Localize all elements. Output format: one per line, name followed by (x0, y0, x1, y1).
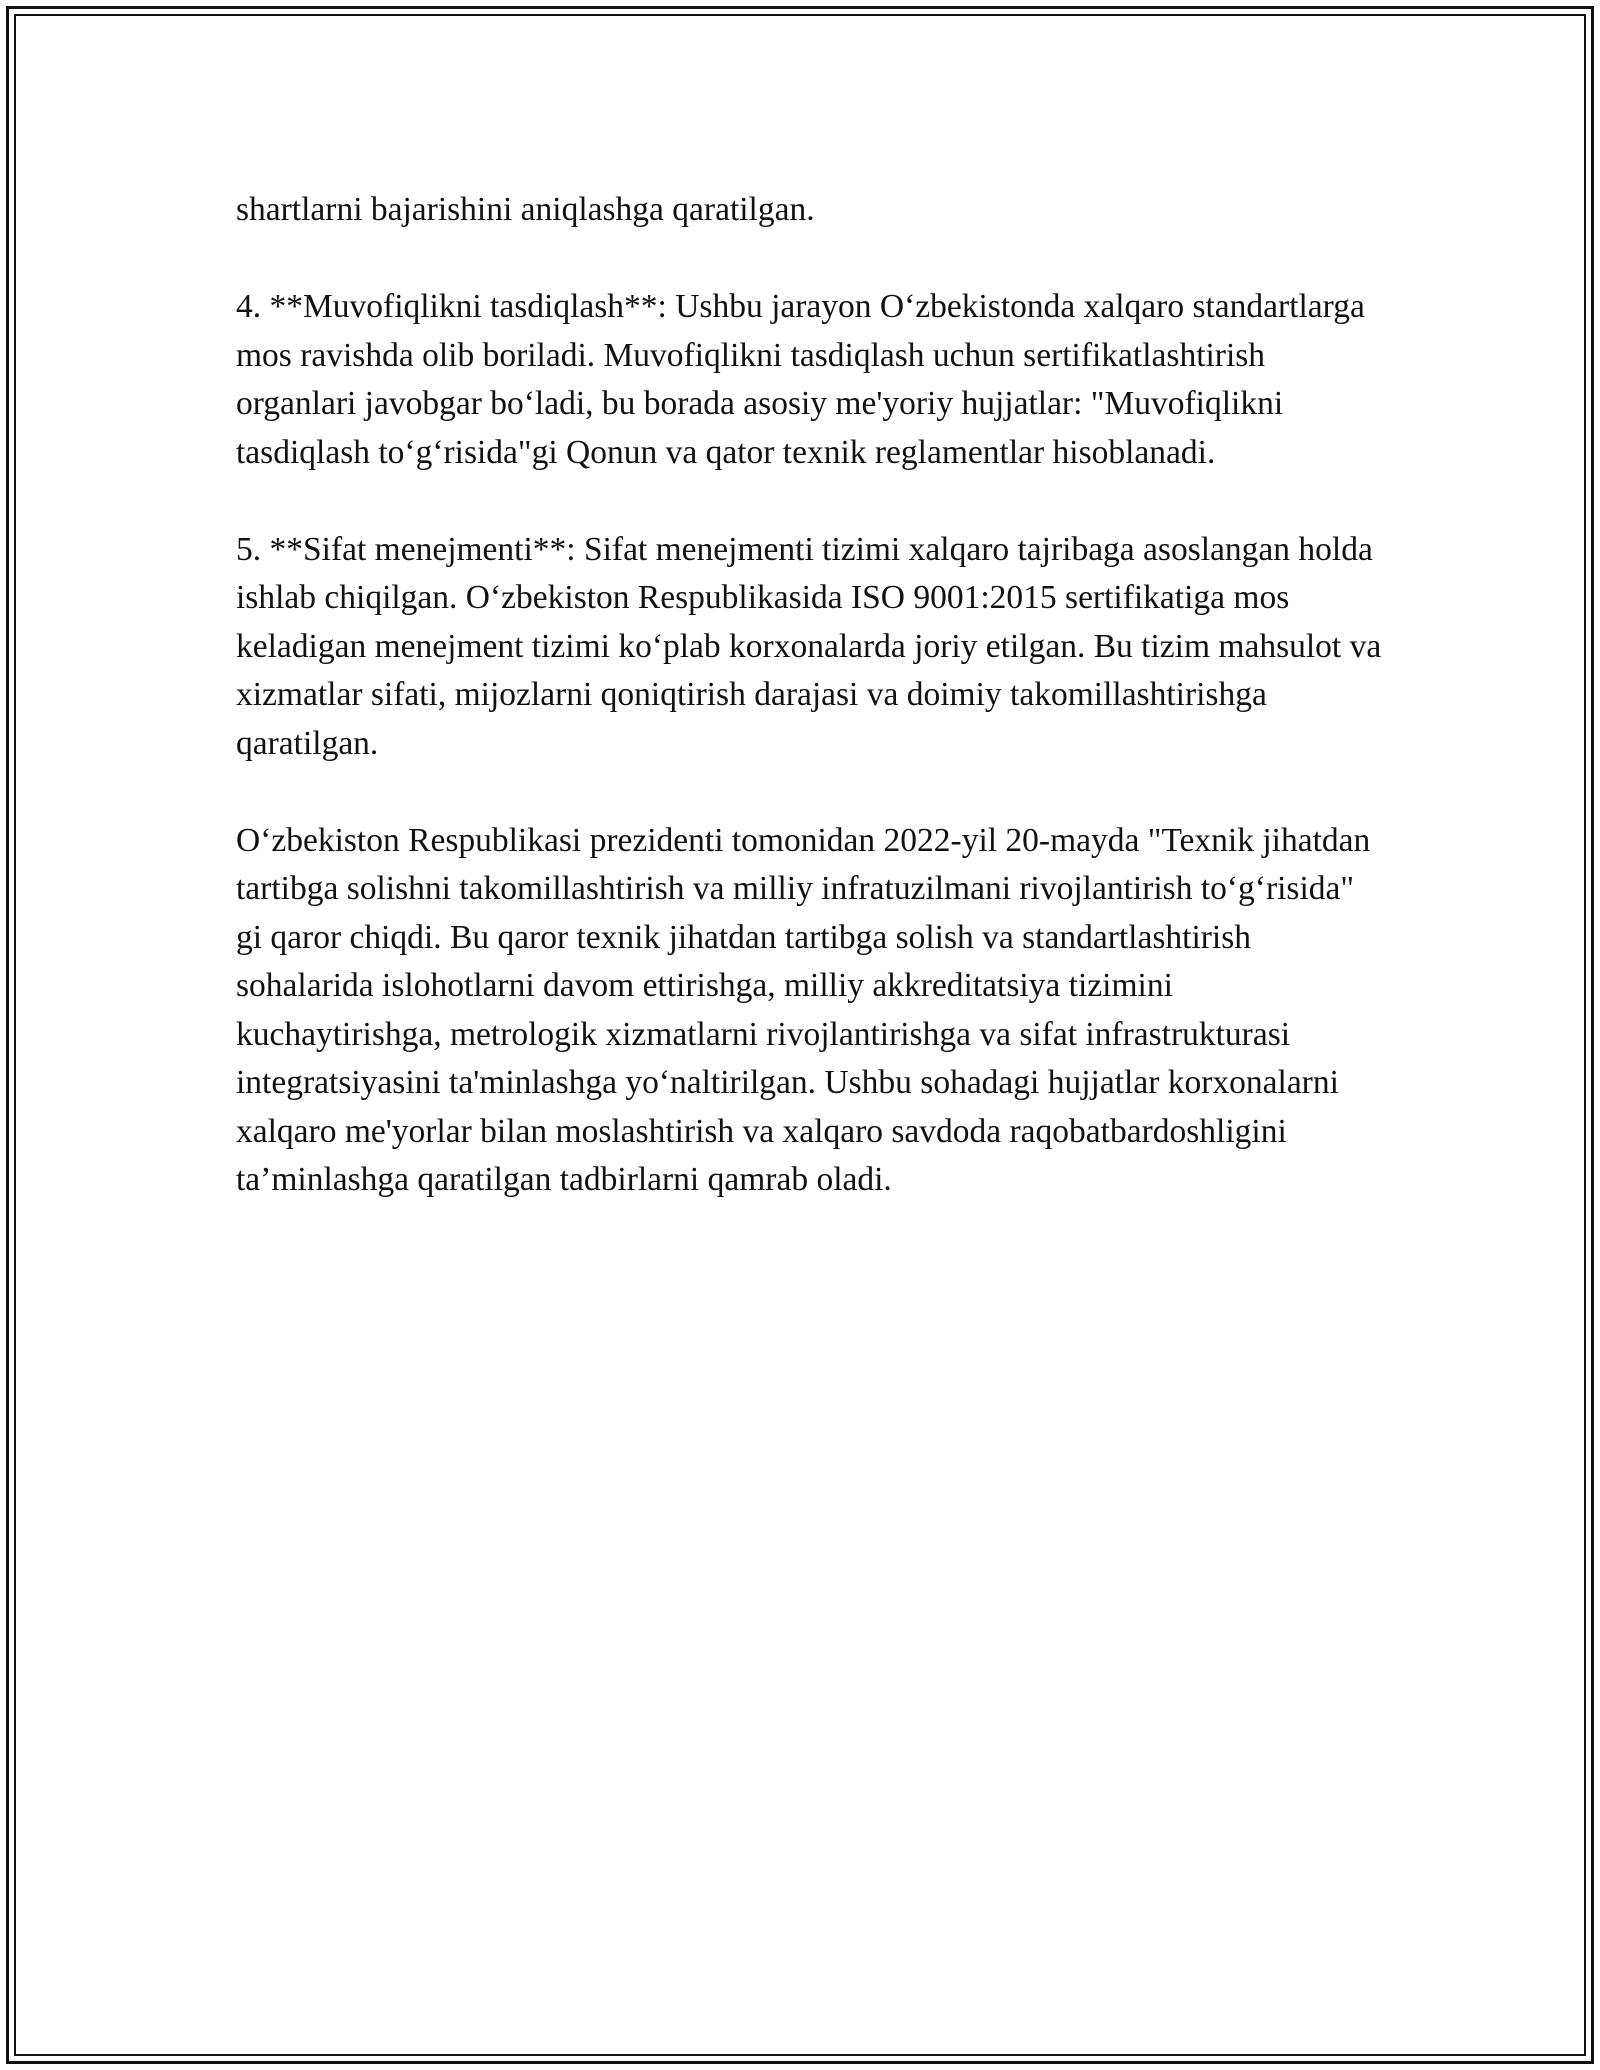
paragraph-continuation: shartlarni bajarishini aniqlashga qaratilgan. (236, 191, 815, 228)
paragraph-conformity-assessment: 4. **Muvofiqlikni tasdiqlash**: Ushbu jarayon O‘zbekistonda xalqaro standartlarga mos ravishda olib boriladi. Muvofiqlikni tasdiqlash uchun sertifikatlashtirish organlari javobgar bo‘ladi, bu borada asosiy me'yoriy hujjatlar: "Muvofiqlikni tasdiqlash to‘g‘risida"gi Qonun va qator texnik reglamentlar hisoblanadi. (236, 288, 1365, 471)
document-body (236, 186, 1386, 1205)
paragraph-quality-management: 5. **Sifat menejmenti**: Sifat menejmenti tizimi xalqaro tajribaga asoslangan holda ishlab chiqilgan. O‘zbekiston Respublikasida ISO 9001:2015 sertifikatiga mos keladigan menejment tizimi ko‘plab korxonalarda joriy etilgan. Bu tizim mahsulot va xizmatlar sifati, mijozlarni qoniqtirish darajasi va doimiy takomillashtirishga qaratilgan. (236, 530, 1382, 762)
paragraph-presidential-decree: O‘zbekiston Respublikasi prezidenti tomonidan 2022-yil 20-mayda "Texnik jihatdan tartibga solishni takomillashtirish va milliy infratuzilmani rivojlantirish to‘g‘risida" gi qaror chiqdi. Bu qaror texnik jihatdan tartibga solish va standartlashtirish sohalarida islohotlarni davom ettirishga, milliy akkreditatsiya tizimini kuchaytirishga, metrologik xizmatlarni rivojlantirishga va sifat infrastrukturasi integratsiyasini ta'minlashga yo‘naltirilgan. Ushbu sohadagi hujjatlar korxonalarni xalqaro me'yorlar bilan moslashtirish va xalqaro savdoda raqobatbardoshligini ta’minlashga qaratilgan tadbirlarni qamrab oladi. (236, 821, 1371, 1198)
